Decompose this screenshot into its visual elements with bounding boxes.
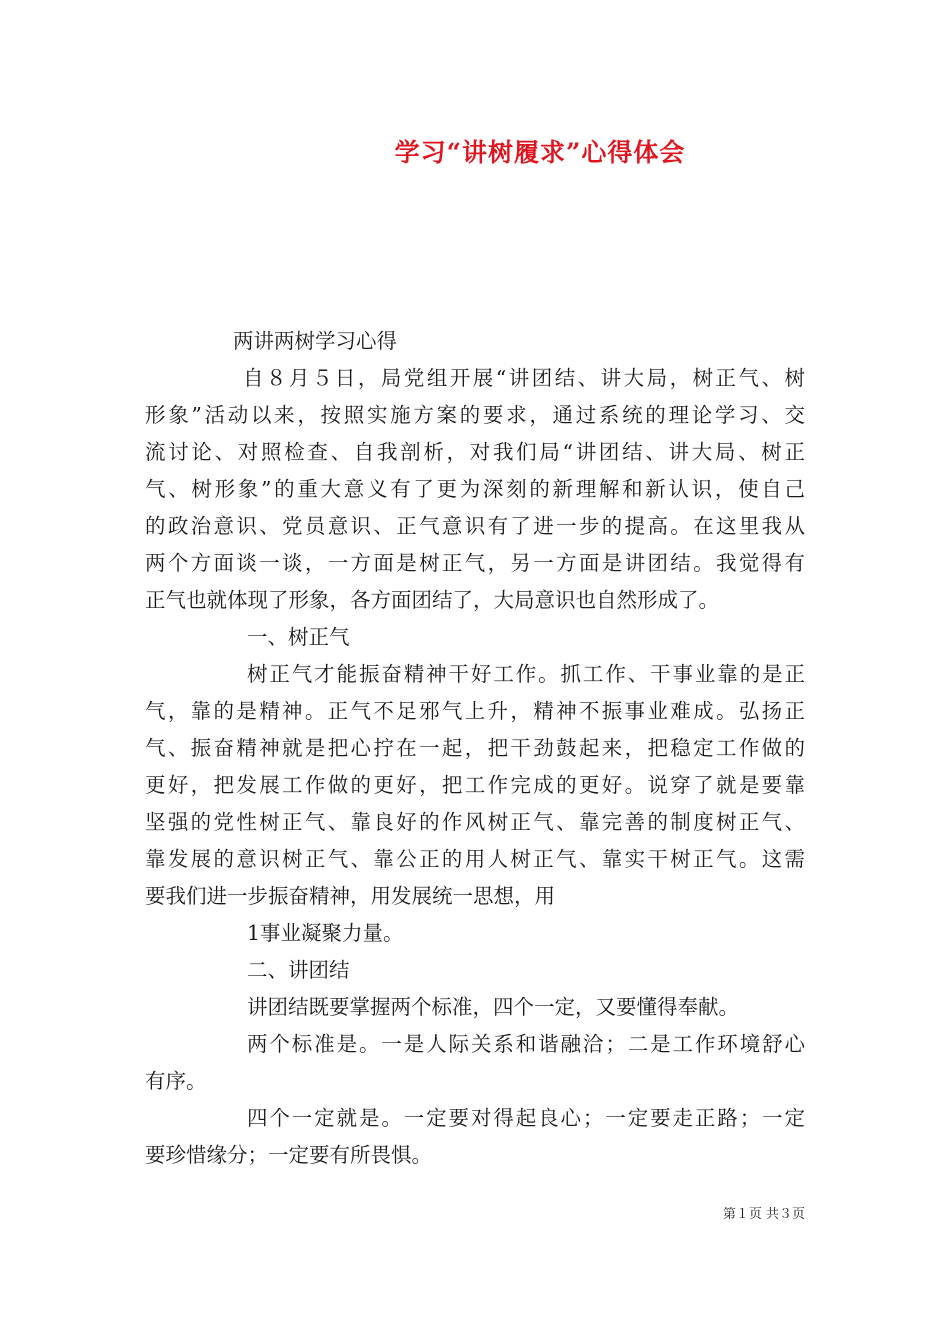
text-line: 靠发展的意识树正气、靠公正的用人树正气、靠实干树正气。这需 — [145, 847, 805, 871]
document-title: 学习“讲树履求”心得体会 — [394, 138, 686, 167]
text-line: 更好，把发展工作做的更好，把工作完成的更好。说穿了就是要靠 — [145, 773, 805, 797]
text-line: 气，靠的是精神。正气不足邪气上升，精神不振事业难成。弘扬正 — [145, 699, 805, 723]
text-line: 两讲两树学习心得 — [233, 329, 397, 353]
text-line: 二、讲团结 — [247, 958, 350, 982]
text-line: 一、树正气 — [247, 625, 350, 649]
text-line: 四个一定就是。一定要对得起良心；一定要走正路；一定 — [247, 1106, 805, 1130]
text-line: 两个方面谈一谈，一方面是树正气，另一方面是讲团结。我觉得有 — [145, 551, 805, 575]
text-line: 要珍惜缘分；一定要有所畏惧。 — [145, 1143, 432, 1167]
document-body — [145, 323, 805, 1174]
text-line: 形象”活动以来，按照实施方案的要求，通过系统的理论学习、交 — [145, 403, 805, 427]
text-line: 气、树形象”的重大意义有了更为深刻的新理解和新认识，使自己 — [145, 477, 805, 501]
text-line: 讲团结既要掌握两个标准，四个一定，又要懂得奉献。 — [247, 995, 739, 1019]
text-line: 气、振奋精神就是把心拧在一起，把干劲鼓起来，把稳定工作做的 — [145, 736, 805, 760]
text-line: 有序。 — [145, 1069, 207, 1093]
text-line: 树正气才能振奋精神干好工作。抓工作、干事业靠的是正 — [247, 662, 805, 686]
text-line: 两个标准是。一是人际关系和谐融洽；二是工作环境舒心 — [247, 1032, 805, 1056]
text-line: 流讨论、对照检查、自我剖析，对我们局“讲团结、讲大局、树正 — [145, 440, 805, 464]
page-footer: 第１页 共３页 — [722, 1207, 805, 1222]
text-line: 1事业凝聚力量。 — [247, 921, 404, 945]
text-line: 坚强的党性树正气、靠良好的作风树正气、靠完善的制度树正气、 — [145, 810, 805, 834]
text-line: 自８月５日，局党组开展“讲团结、讲大局，树正气、树 — [243, 366, 805, 390]
text-line: 正气也就体现了形象，各方面团结了，大局意识也自然形成了。 — [145, 588, 719, 612]
text-line: 的政治意识、党员意识、正气意识有了进一步的提高。在这里我从 — [145, 514, 805, 538]
text-line: 要我们进一步振奋精神，用发展统一思想，用 — [145, 884, 555, 908]
